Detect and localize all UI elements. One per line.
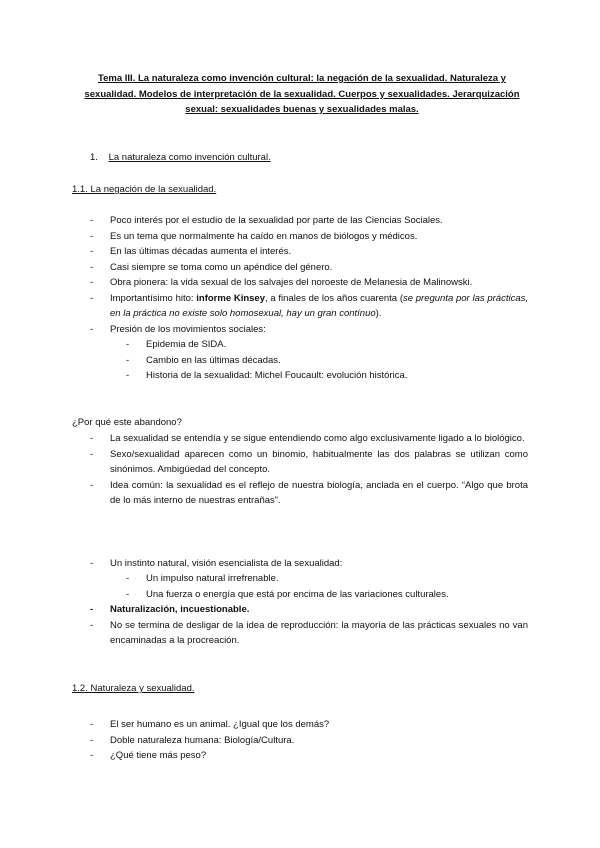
list-naturaleza (90, 717, 528, 764)
list-item: - Presión de los movimientos sociales: (90, 322, 528, 338)
list-item-kinsey (90, 291, 528, 322)
sublist-item: - Un impulso natural irrefrenable. (126, 571, 528, 587)
list-item: - Obra pionera: la vida sexual de los salvajes del noroeste de Melanesia de Malinowski. (90, 275, 528, 291)
section-1-2-heading: 1.2. Naturaleza y sexualidad. (72, 683, 195, 694)
sublist-item: - Epidemia de SIDA. (126, 337, 528, 353)
list-item: - Un instinto natural, visión esencialista de la sexualidad: (90, 556, 528, 572)
list-item: - Idea común: la sexualidad es el reflejo de nuestra biología, anclada en el cuerpo. “Algo que brota de lo más interno de nuestras entrañas”. (90, 478, 528, 509)
sublist-movimientos (126, 337, 528, 384)
section-1-heading (90, 150, 271, 166)
sublist-item: - Una fuerza o energía que está por encima de las variaciones culturales. (126, 587, 528, 603)
section-1-number: 1. (90, 152, 98, 163)
list-item: - El ser humano es un animal. ¿Igual que los demás? (90, 717, 528, 733)
list-item: - Es un tema que normalmente ha caído en manos de biólogos y médicos. (90, 229, 528, 245)
list-item: - Casi siempre se toma como un apéndice del género. (90, 260, 528, 276)
list-item: - Doble naturaleza humana: Biología/Cultura. (90, 733, 528, 749)
kinsey-mid: , a finales de los años cuarenta ( (265, 292, 403, 304)
list-item: - En las últimas décadas aumenta el interés. (90, 244, 528, 260)
list-item: - Sexo/sexualidad aparecen como un binomio, habitualmente las dos palabras se utilizan como sinónimos. Ambigüedad del concepto. (90, 447, 528, 478)
kinsey-post: ). (375, 308, 382, 319)
list-naturalizacion (90, 602, 528, 649)
sublist-item: - Historia de la sexualidad: Michel Foucault: evolución histórica. (126, 368, 528, 384)
page-title: Tema III. La naturaleza como invención cultural: la negación de la sexualidad. Naturaleza y sexualidad. Modelos de interpretación de la sexualidad. Cuerpos y sexualidades. Jerarquización sexual: sexualidades buenas y sexualidades malas. (84, 73, 520, 115)
list-negacion (90, 213, 528, 337)
list-item: - La sexualidad se entendía y se sigue entendiendo como algo exclusivamente ligado a lo biológico. (90, 431, 528, 447)
kinsey-italic: se pregunta por las prácticas, en la práctica no existe solo homosexual, hay un gran contínuo (110, 292, 528, 319)
question-heading: ¿Por qué este abandono? (72, 417, 182, 428)
sublist-instinto (126, 571, 528, 602)
kinsey-pre: Importantísimo hito: (110, 292, 197, 304)
list-item: - ¿Qué tiene más peso? (90, 748, 528, 764)
list-abandono (90, 431, 528, 509)
sublist-item: - Cambio en las últimas décadas. (126, 353, 528, 369)
list-item: - Poco interés por el estudio de la sexualidad por parte de las Ciencias Sociales. (90, 213, 528, 229)
kinsey-bold: informe Kinsey (196, 292, 265, 304)
section-1-label: La naturaleza como invención cultural. (108, 152, 271, 163)
list-item: - No se termina de desligar de la idea de reproducción: la mayoría de las prácticas sexuales no van encaminadas a la procreación. (90, 618, 528, 649)
section-1-1-heading: 1.1. La negación de la sexualidad. (72, 184, 217, 195)
list-instinto (90, 556, 528, 572)
list-item: - Naturalización, incuestionable. (90, 602, 528, 618)
